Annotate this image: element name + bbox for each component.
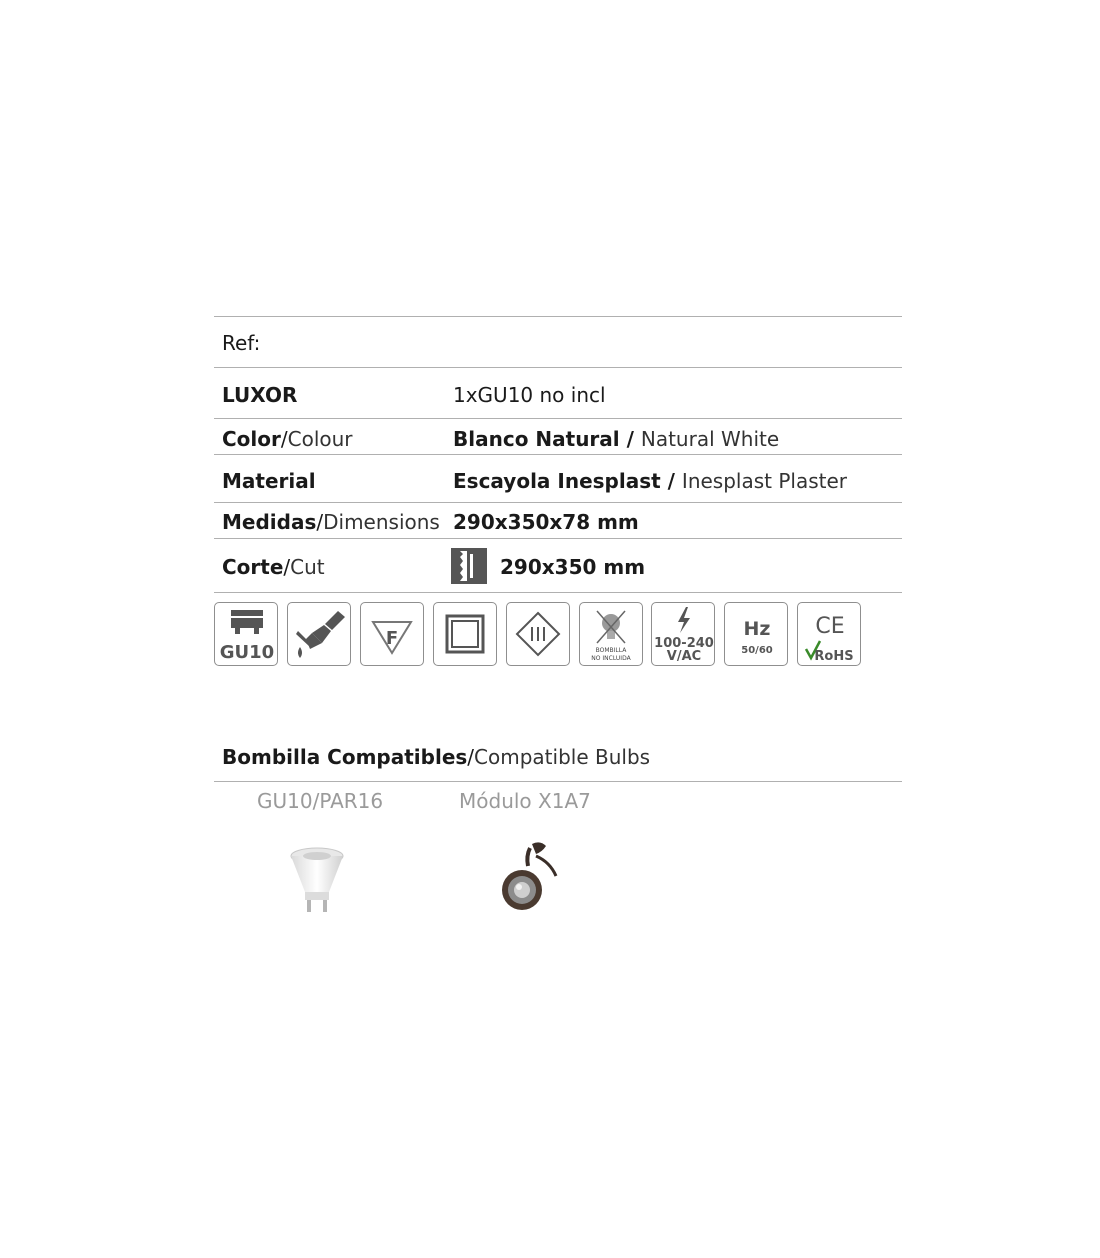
model-lamp: 1xGU10 no incl [453, 383, 606, 407]
module-x1a7-image [496, 838, 560, 916]
class-iii-diamond-icon [506, 602, 570, 666]
rule-after-material [214, 502, 902, 503]
ref-label: Ref: [222, 331, 261, 355]
cut-label-es: Corte [222, 555, 284, 579]
hz-line2: 50/60 [741, 645, 773, 656]
gu10-bulb-image [285, 844, 349, 916]
compatible-heading [222, 745, 650, 769]
dimensions-label-es: Medidas [222, 510, 317, 534]
compatible-heading-sep: / [467, 745, 475, 769]
gu10-socket-icon [214, 602, 278, 666]
compatible-heading-en: Compatible Bulbs [474, 745, 651, 769]
cut-saw-icon [451, 548, 487, 584]
compatible-heading-es: Bombilla Compatibles [222, 745, 468, 769]
color-value-es: Blanco Natural [453, 427, 620, 451]
ce-rohs-icon [797, 602, 861, 666]
voltage-line2: V/AC [666, 649, 702, 664]
color-value [453, 427, 779, 451]
cut-label-en: Cut [290, 555, 325, 579]
rule-after-dimensions [214, 538, 902, 539]
bulb-not-included-icon [579, 602, 643, 666]
bulb-label-module: Módulo X1A7 [459, 789, 591, 813]
paint-brush-icon [287, 602, 351, 666]
class-ii-square-icon [433, 602, 497, 666]
rule-after-model [214, 418, 902, 419]
color-value-en: Natural White [640, 427, 780, 451]
cut-value: 290x350 mm [500, 555, 646, 579]
dimensions-label-sep: / [316, 510, 324, 534]
dimensions-label-en: Dimensions [323, 510, 440, 534]
bulb-not-included-line1: BOMBILLA [595, 647, 627, 654]
material-value-en: Inesplast Plaster [681, 469, 848, 493]
f-mark-icon [360, 602, 424, 666]
ce-text: CE [815, 614, 845, 639]
color-label-en: Colour [287, 427, 353, 451]
color-value-sep: / [619, 427, 641, 451]
material-label: Material [222, 469, 316, 493]
hz-line1: Hz [743, 618, 771, 640]
color-label [222, 427, 353, 451]
model-name: LUXOR [222, 383, 298, 407]
material-value-sep: / [660, 469, 682, 493]
f-mark-text: F [385, 628, 399, 649]
voltage-icon [651, 602, 715, 666]
bulb-not-included-line2: NO INCLUIDA [591, 655, 631, 662]
color-label-sep: / [280, 427, 288, 451]
rule-top [214, 316, 902, 317]
rule-compatible [214, 781, 902, 782]
bulb-label-gu10: GU10/PAR16 [257, 789, 384, 813]
rohs-text: RoHS [814, 649, 854, 664]
cut-label [222, 555, 325, 579]
cut-label-sep: / [283, 555, 291, 579]
dimensions-label [222, 510, 440, 534]
voltage-line1: 100-240 [654, 636, 714, 651]
material-value-es: Escayola Inesplast [453, 469, 661, 493]
frequency-icon [724, 602, 788, 666]
rule-after-color [214, 454, 902, 455]
dimensions-value: 290x350x78 mm [453, 510, 639, 534]
gu10-text: GU10 [219, 642, 275, 663]
material-value [453, 469, 847, 493]
rule-after-cut [214, 592, 902, 593]
color-label-es: Color [222, 427, 281, 451]
rule-after-ref [214, 367, 902, 368]
